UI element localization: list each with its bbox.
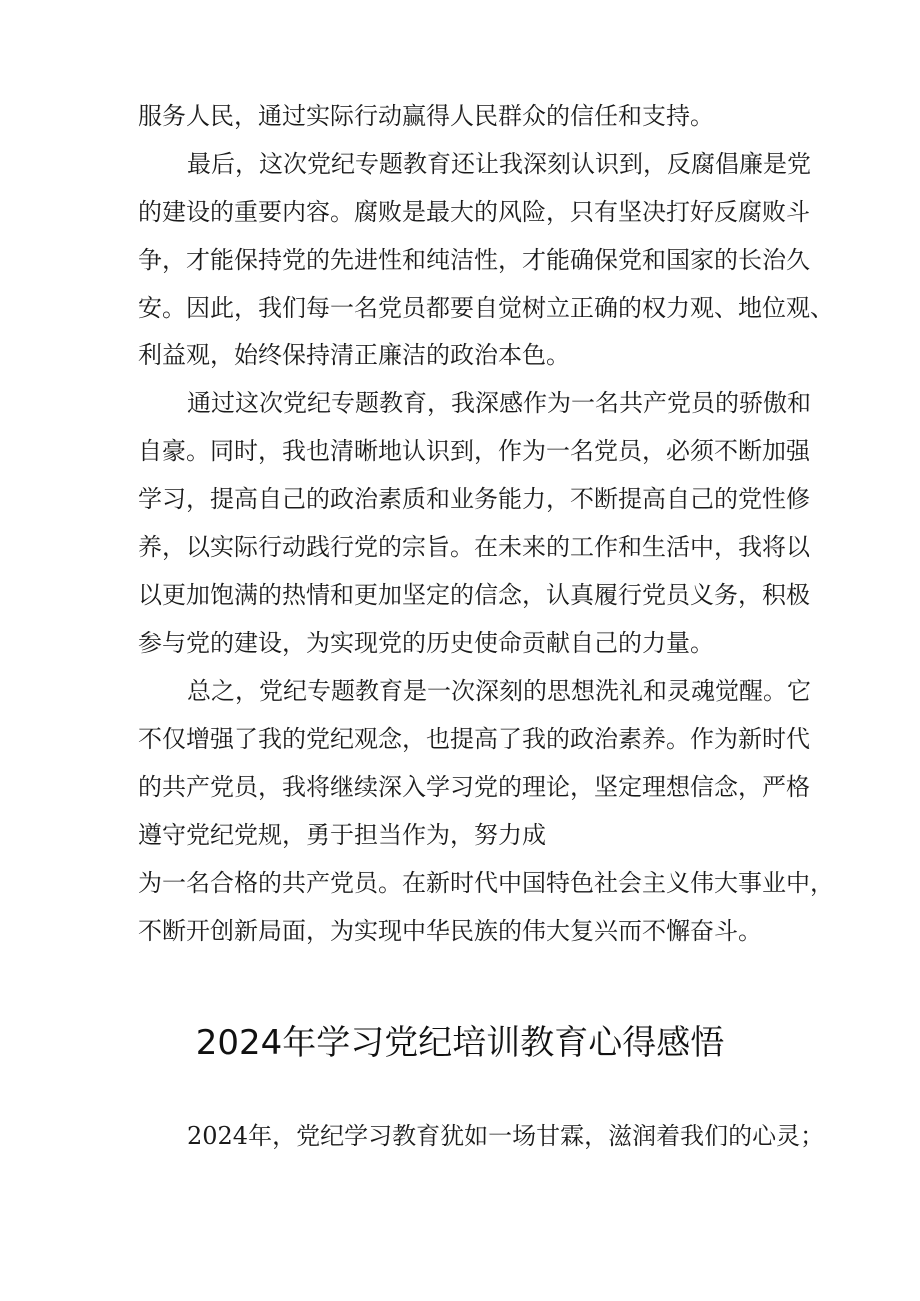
paragraph-line: 最后，这次党纪专题教育还让我深刻认识到，反腐倡廉是党	[187, 150, 811, 178]
paragraph-line: 的建设的重要内容。腐败是最大的风险，只有坚决打好反腐败斗	[138, 198, 810, 226]
intro-line: 2024年，党纪学习教育犹如一场甘霖，滋润着我们的心灵；	[187, 1122, 825, 1150]
paragraph-line: 学习，提高自己的政治素质和业务能力，不断提高自己的党性修	[138, 485, 810, 513]
paragraph-line: 养，以实际行动践行党的宗旨。在未来的工作和生活中，我将以	[138, 533, 810, 561]
paragraph-line: 以更加饱满的热情和更加坚定的信念，认真履行党员义务，积极	[138, 581, 810, 609]
paragraph-line: 争，才能保持党的先进性和纯洁性，才能确保党和国家的长治久	[138, 246, 810, 274]
paragraph-line: 自豪。同时，我也清晰地认识到，作为一名党员，必须不断加强	[138, 437, 810, 465]
paragraph-line: 服务人民，通过实际行动赢得人民群众的信任和支持。	[138, 102, 714, 130]
paragraph-line: 参与党的建设，为实现党的历史使命贡献自己的力量。	[138, 629, 714, 657]
paragraph-line: 利益观，始终保持清正廉洁的政治本色。	[138, 341, 570, 369]
paragraph-line: 不仅增强了我的党纪观念，也提高了我的政治素养。作为新时代	[138, 725, 810, 753]
paragraph-line: 的共产党员，我将继续深入学习党的理论，坚定理想信念，严格	[138, 773, 810, 801]
paragraph-line: 遵守党纪党规，勇于担当作为，努力成	[138, 821, 546, 849]
paragraph-line: 不断开创新局面，为实现中华民族的伟大复兴而不懈奋斗。	[138, 917, 762, 945]
paragraph-line: 安。因此，我们每一名党员都要自觉树立正确的权力观、地位观、	[138, 294, 834, 322]
document-title: 2024年学习党纪培训教育心得感悟	[195, 1023, 725, 1063]
paragraph-line: 为一名合格的共产党员。在新时代中国特色社会主义伟大事业中，	[138, 869, 834, 897]
paragraph-line: 总之，党纪专题教育是一次深刻的思想洗礼和灵魂觉醒。它	[187, 677, 811, 705]
paragraph-line: 通过这次党纪专题教育，我深感作为一名共产党员的骄傲和	[187, 389, 811, 417]
